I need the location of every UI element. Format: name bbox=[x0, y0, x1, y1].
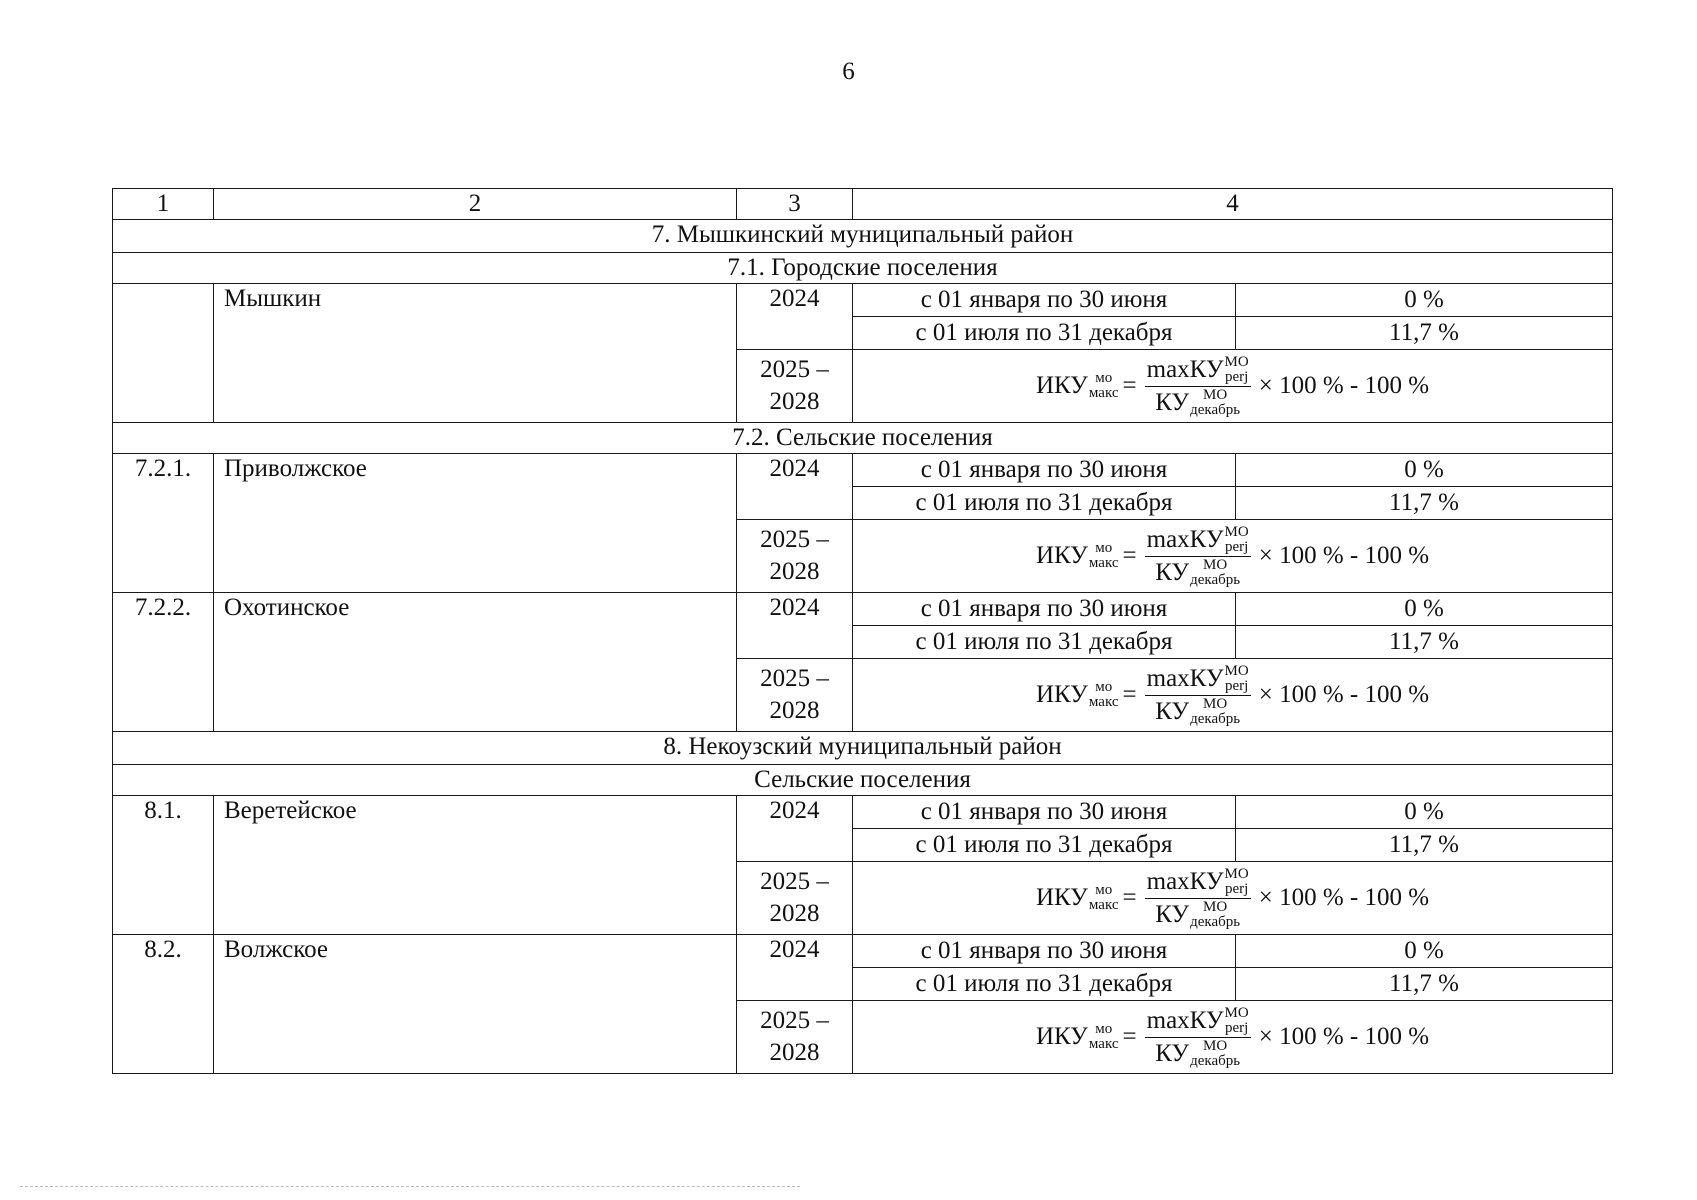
year-range-end: 2028 bbox=[769, 1039, 820, 1066]
formula-numerator-sub: perj bbox=[1224, 677, 1249, 694]
index-value: 0 % bbox=[1236, 284, 1613, 317]
formula-denominator-base: КУ bbox=[1155, 388, 1190, 416]
formula-denominator bbox=[1155, 1038, 1240, 1069]
period-cell: с 01 июля по 31 декабря bbox=[853, 968, 1236, 1001]
formula-numerator-base: maxКУ bbox=[1146, 525, 1224, 553]
row-number: 8.1. bbox=[113, 796, 214, 935]
column-header: 4 bbox=[853, 189, 1613, 220]
year-range-end: 2028 bbox=[769, 697, 820, 724]
settlement-type-heading-title: 7.1. Городские поселения bbox=[113, 253, 1613, 284]
formula-lhs-base: ИКУ bbox=[1035, 542, 1088, 569]
settlement-type-heading bbox=[113, 765, 1613, 796]
formula-fraction bbox=[1145, 1006, 1251, 1069]
index-formula bbox=[1036, 664, 1429, 727]
table-row bbox=[113, 935, 1613, 968]
formula-denominator-sub: декабрь bbox=[1190, 401, 1241, 418]
formula-denominator-sup: МО bbox=[1203, 898, 1228, 915]
column-header-row bbox=[113, 189, 1613, 220]
formula-numerator bbox=[1145, 355, 1251, 387]
formula-fraction bbox=[1145, 525, 1251, 588]
index-value: 11,7 % bbox=[1236, 968, 1613, 1001]
formula-numerator bbox=[1145, 664, 1251, 696]
year-range-start: 2025 – bbox=[760, 1007, 829, 1034]
index-value: 11,7 % bbox=[1236, 829, 1613, 862]
index-formula bbox=[1036, 867, 1429, 930]
column-header: 1 bbox=[113, 189, 214, 220]
formula-tail: × 100 % - 100 % bbox=[1258, 372, 1430, 399]
year-range-cell bbox=[737, 1001, 853, 1074]
formula-denominator-base: КУ bbox=[1155, 558, 1190, 586]
formula-denominator-sub: декабрь bbox=[1190, 571, 1241, 588]
formula-tail: × 100 % - 100 % bbox=[1258, 1023, 1430, 1050]
formula-lhs-sub: макс bbox=[1088, 897, 1119, 913]
row-number bbox=[113, 284, 214, 423]
formula-denominator bbox=[1155, 899, 1240, 930]
period-cell: с 01 января по 30 июня bbox=[853, 284, 1236, 317]
formula-numerator-sup: МО bbox=[1224, 865, 1249, 882]
formula-numerator-sup: МО bbox=[1224, 662, 1249, 679]
formula-denominator bbox=[1155, 387, 1240, 418]
formula-denominator-sup: МО bbox=[1203, 695, 1228, 712]
settlement-name: Волжское bbox=[214, 935, 737, 1074]
scan-artifact-line bbox=[20, 1186, 800, 1187]
formula-denominator-sub: декабрь bbox=[1190, 913, 1241, 930]
index-value: 11,7 % bbox=[1236, 317, 1613, 350]
index-value: 11,7 % bbox=[1236, 626, 1613, 659]
formula-numerator-indices bbox=[1225, 355, 1249, 385]
formula-denominator-base: КУ bbox=[1155, 1039, 1190, 1067]
period-cell: с 01 января по 30 июня bbox=[853, 454, 1236, 487]
formula-lhs-sub: макс bbox=[1088, 555, 1119, 571]
settlement-type-heading bbox=[113, 423, 1613, 454]
formula-lhs-indices bbox=[1089, 371, 1119, 401]
formula-numerator-sub: perj bbox=[1224, 368, 1249, 385]
formula-denominator-base: КУ bbox=[1155, 697, 1190, 725]
index-value: 11,7 % bbox=[1236, 487, 1613, 520]
period-cell: с 01 января по 30 июня bbox=[853, 935, 1236, 968]
row-number: 8.2. bbox=[113, 935, 214, 1074]
index-formula bbox=[1036, 355, 1429, 418]
formula-denominator bbox=[1155, 557, 1240, 588]
formula-equals: = bbox=[1122, 884, 1137, 911]
formula-numerator bbox=[1145, 1006, 1251, 1038]
period-cell: с 01 января по 30 июня bbox=[853, 593, 1236, 626]
formula-denominator-sub: декабрь bbox=[1190, 1052, 1241, 1069]
formula-equals: = bbox=[1122, 681, 1137, 708]
table-row bbox=[113, 593, 1613, 626]
settlement-name: Охотинское bbox=[214, 593, 737, 732]
formula-numerator-base: maxКУ bbox=[1146, 664, 1224, 692]
formula-numerator-sup: МО bbox=[1224, 1004, 1249, 1021]
tariff-table bbox=[112, 188, 1613, 1074]
formula-lhs-indices bbox=[1089, 883, 1119, 913]
year-cell: 2024 bbox=[737, 796, 853, 862]
formula-numerator-sub: perj bbox=[1224, 1019, 1249, 1036]
formula-denominator-indices bbox=[1190, 388, 1240, 418]
formula-fraction bbox=[1145, 355, 1251, 418]
formula-denominator-sup: МО bbox=[1203, 556, 1228, 573]
formula-numerator bbox=[1145, 525, 1251, 557]
formula-lhs-indices bbox=[1089, 680, 1119, 710]
formula-fraction bbox=[1145, 664, 1251, 727]
settlement-type-heading-title: 7.2. Сельские поселения bbox=[113, 423, 1613, 454]
district-heading-title: 7. Мышкинский муниципальный район bbox=[113, 220, 1613, 253]
formula-denominator-indices bbox=[1190, 697, 1240, 727]
formula-numerator bbox=[1145, 867, 1251, 899]
formula-lhs-base: ИКУ bbox=[1035, 884, 1088, 911]
period-cell: с 01 июля по 31 декабря bbox=[853, 317, 1236, 350]
formula-denominator-sup: МО bbox=[1203, 386, 1228, 403]
formula-numerator-base: maxКУ bbox=[1146, 1006, 1224, 1034]
formula-denominator-indices bbox=[1190, 900, 1240, 930]
formula-tail: × 100 % - 100 % bbox=[1258, 681, 1430, 708]
settlement-name: Веретейское bbox=[214, 796, 737, 935]
table-row bbox=[113, 454, 1613, 487]
year-range-cell bbox=[737, 862, 853, 935]
formula-denominator bbox=[1155, 696, 1240, 727]
table-row bbox=[113, 284, 1613, 317]
index-value: 0 % bbox=[1236, 796, 1613, 829]
formula-lhs bbox=[1036, 541, 1119, 571]
index-formula bbox=[1036, 1006, 1429, 1069]
formula-numerator-indices bbox=[1225, 867, 1249, 897]
formula-lhs-indices bbox=[1089, 1022, 1119, 1052]
year-range-end: 2028 bbox=[769, 388, 820, 415]
formula-denominator-indices bbox=[1190, 558, 1240, 588]
formula-numerator-indices bbox=[1225, 664, 1249, 694]
formula-numerator-indices bbox=[1225, 525, 1249, 555]
formula-lhs bbox=[1036, 883, 1119, 913]
year-range-start: 2025 – bbox=[760, 665, 829, 692]
year-range-end: 2028 bbox=[769, 900, 820, 927]
formula-numerator-sup: МО bbox=[1224, 523, 1249, 540]
year-range-cell bbox=[737, 520, 853, 593]
year-range-end: 2028 bbox=[769, 558, 820, 585]
year-range-start: 2025 – bbox=[760, 868, 829, 895]
year-cell: 2024 bbox=[737, 454, 853, 520]
formula-equals: = bbox=[1122, 542, 1137, 569]
row-number: 7.2.1. bbox=[113, 454, 214, 593]
year-range-start: 2025 – bbox=[760, 526, 829, 553]
formula-numerator-base: maxКУ bbox=[1146, 355, 1224, 383]
formula-lhs-base: ИКУ bbox=[1035, 372, 1088, 399]
formula-equals: = bbox=[1122, 372, 1137, 399]
formula-denominator-base: КУ bbox=[1155, 900, 1190, 928]
settlement-name: Приволжское bbox=[214, 454, 737, 593]
formula-cell bbox=[853, 659, 1613, 732]
formula-cell bbox=[853, 520, 1613, 593]
formula-numerator-sub: perj bbox=[1224, 538, 1249, 555]
year-cell: 2024 bbox=[737, 593, 853, 659]
index-formula bbox=[1036, 525, 1429, 588]
period-cell: с 01 июля по 31 декабря bbox=[853, 829, 1236, 862]
formula-cell bbox=[853, 862, 1613, 935]
year-cell: 2024 bbox=[737, 935, 853, 1001]
index-value: 0 % bbox=[1236, 454, 1613, 487]
page-number: 6 bbox=[842, 58, 855, 85]
formula-tail: × 100 % - 100 % bbox=[1258, 884, 1430, 911]
formula-lhs bbox=[1036, 680, 1119, 710]
year-range-start: 2025 – bbox=[760, 356, 829, 383]
district-heading bbox=[113, 732, 1613, 765]
formula-cell bbox=[853, 1001, 1613, 1074]
formula-numerator-base: maxКУ bbox=[1146, 867, 1224, 895]
formula-tail: × 100 % - 100 % bbox=[1258, 542, 1430, 569]
year-range-cell bbox=[737, 659, 853, 732]
table-row bbox=[113, 796, 1613, 829]
year-cell: 2024 bbox=[737, 284, 853, 350]
formula-lhs-sup: мо bbox=[1095, 882, 1113, 898]
index-value: 0 % bbox=[1236, 935, 1613, 968]
settlement-type-heading-title: Сельские поселения bbox=[113, 765, 1613, 796]
formula-numerator-sup: МО bbox=[1224, 353, 1249, 370]
formula-lhs bbox=[1036, 1022, 1119, 1052]
formula-lhs-base: ИКУ bbox=[1035, 681, 1088, 708]
formula-lhs-sup: мо bbox=[1095, 1021, 1113, 1037]
formula-lhs-sup: мо bbox=[1095, 679, 1113, 695]
formula-lhs bbox=[1036, 371, 1119, 401]
period-cell: с 01 июля по 31 декабря bbox=[853, 626, 1236, 659]
formula-lhs-sup: мо bbox=[1095, 540, 1113, 556]
period-cell: с 01 января по 30 июня bbox=[853, 796, 1236, 829]
formula-equals: = bbox=[1122, 1023, 1137, 1050]
settlement-type-heading bbox=[113, 253, 1613, 284]
formula-lhs-sub: макс bbox=[1088, 385, 1119, 401]
formula-lhs-base: ИКУ bbox=[1035, 1023, 1088, 1050]
formula-lhs-sub: макс bbox=[1088, 1036, 1119, 1052]
formula-denominator-indices bbox=[1190, 1039, 1240, 1069]
settlement-name: Мышкин bbox=[214, 284, 737, 423]
index-value: 0 % bbox=[1236, 593, 1613, 626]
column-header: 3 bbox=[737, 189, 853, 220]
district-heading-title: 8. Некоузский муниципальный район bbox=[113, 732, 1613, 765]
year-range-cell bbox=[737, 350, 853, 423]
formula-numerator-indices bbox=[1225, 1006, 1249, 1036]
formula-lhs-indices bbox=[1089, 541, 1119, 571]
formula-numerator-sub: perj bbox=[1224, 880, 1249, 897]
formula-cell bbox=[853, 350, 1613, 423]
period-cell: с 01 июля по 31 декабря bbox=[853, 487, 1236, 520]
formula-fraction bbox=[1145, 867, 1251, 930]
formula-denominator-sub: декабрь bbox=[1190, 710, 1241, 727]
formula-denominator-sup: МО bbox=[1203, 1037, 1228, 1054]
formula-lhs-sub: макс bbox=[1088, 694, 1119, 710]
column-header: 2 bbox=[214, 189, 737, 220]
formula-lhs-sup: мо bbox=[1095, 370, 1113, 386]
district-heading bbox=[113, 220, 1613, 253]
row-number: 7.2.2. bbox=[113, 593, 214, 732]
